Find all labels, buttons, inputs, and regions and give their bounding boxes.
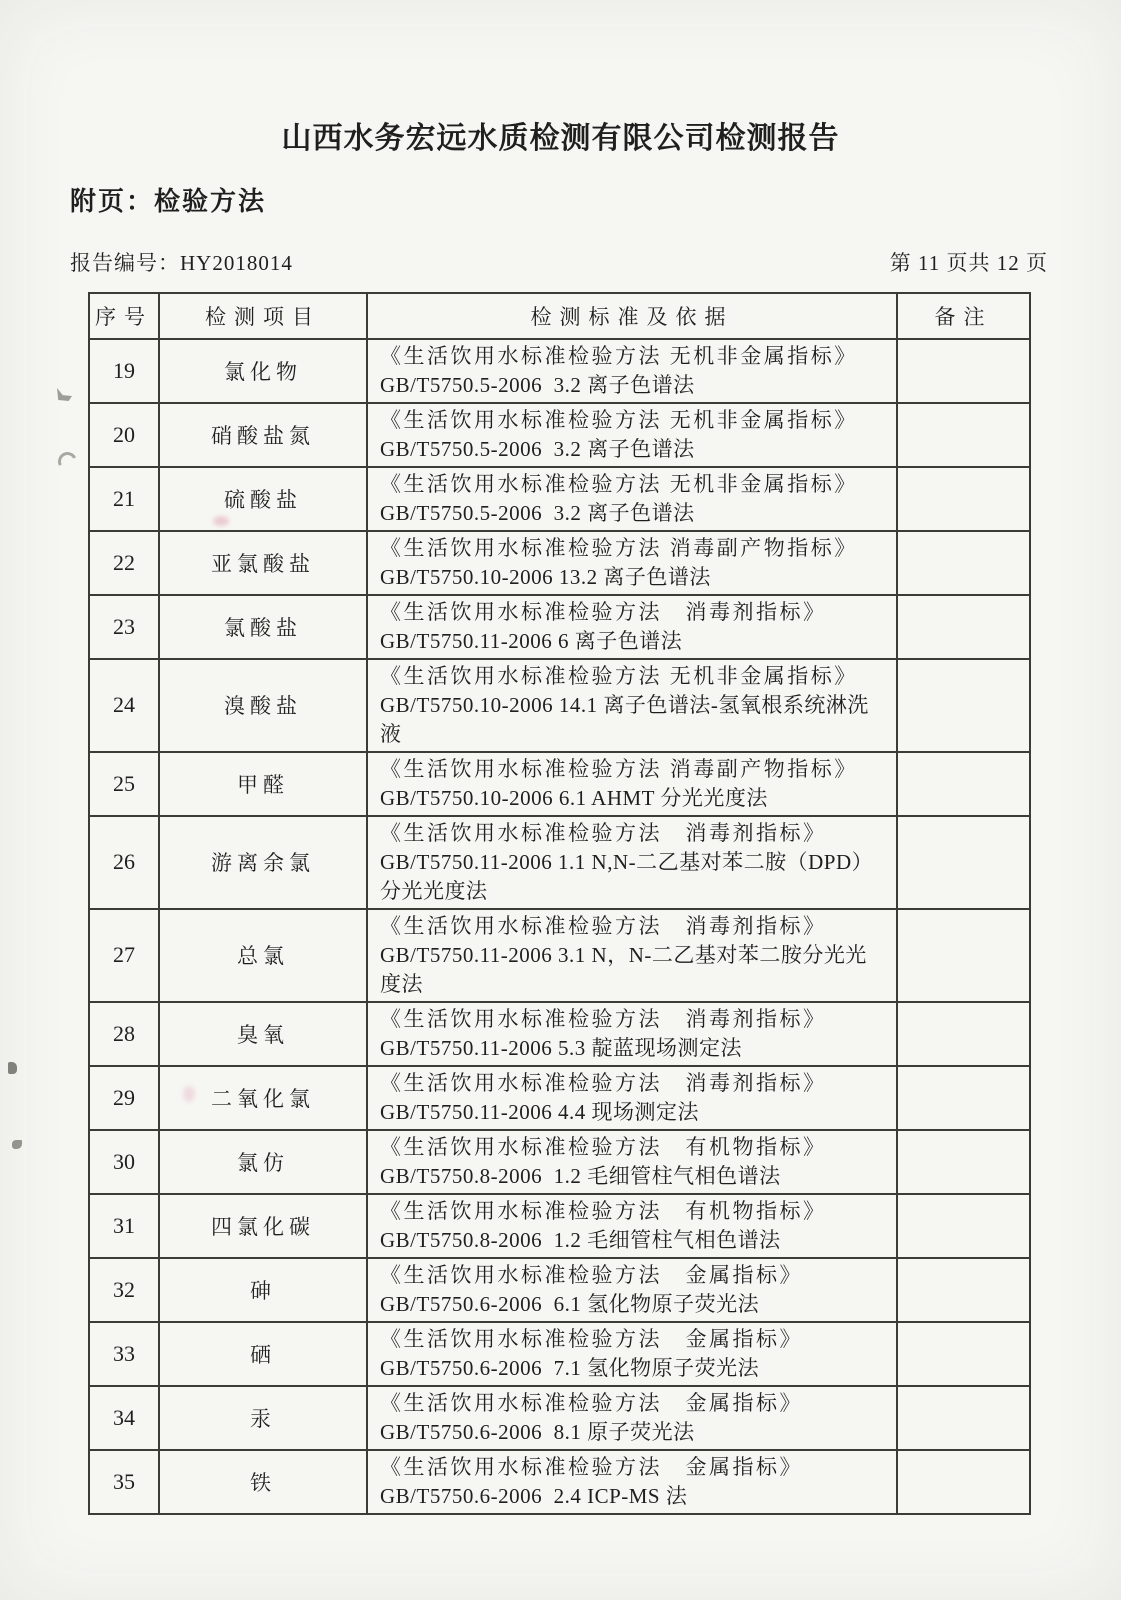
standard-method: GB/T5750.11-2006 3.1 N，N-二乙基对苯二胺分光光度法 bbox=[380, 942, 867, 996]
row-standard-cell bbox=[367, 595, 897, 659]
test-item-name: 二氧化氯 bbox=[211, 1086, 315, 1111]
row-remark-cell bbox=[897, 1130, 1030, 1194]
header-test-item: 检测项目 bbox=[159, 293, 367, 339]
test-item-name: 铁 bbox=[250, 1470, 276, 1495]
standard-title: 《生活饮用水标准检验方法 消毒剂指标》 bbox=[380, 820, 827, 845]
row-standard-cell bbox=[367, 1258, 897, 1322]
row-number: 23 bbox=[113, 613, 135, 639]
standard-title: 《生活饮用水标准检验方法 金属指标》 bbox=[380, 1326, 803, 1351]
row-remark-cell bbox=[897, 1066, 1030, 1130]
standard-title: 《生活饮用水标准检验方法 消毒剂指标》 bbox=[380, 913, 827, 938]
table-row bbox=[89, 1322, 1030, 1386]
test-item-name: 砷 bbox=[250, 1278, 276, 1303]
table-row bbox=[89, 816, 1030, 909]
row-remark-cell bbox=[897, 339, 1030, 403]
row-item-cell bbox=[159, 1194, 367, 1258]
table-row bbox=[89, 1450, 1030, 1514]
row-number: 30 bbox=[113, 1148, 135, 1174]
standard-title: 《生活饮用水标准检验方法 无机非金属指标》 bbox=[380, 471, 858, 496]
header-remark: 备注 bbox=[897, 293, 1030, 339]
appendix-label: 附页：检验方法 bbox=[70, 187, 267, 216]
row-item-cell bbox=[159, 1450, 367, 1514]
row-number-cell bbox=[89, 752, 159, 816]
standard-method: GB/T5750.5-2006 3.2 离子色谱法 bbox=[380, 436, 695, 461]
row-number: 34 bbox=[113, 1404, 135, 1430]
standard-title: 《生活饮用水标准检验方法 消毒剂指标》 bbox=[380, 599, 827, 624]
row-remark-cell bbox=[897, 752, 1030, 816]
standard-title: 《生活饮用水标准检验方法 消毒剂指标》 bbox=[380, 1006, 827, 1031]
test-item-name: 氯酸盐 bbox=[224, 615, 302, 640]
table-row bbox=[89, 1194, 1030, 1258]
row-item-cell bbox=[159, 1066, 367, 1130]
table-body bbox=[89, 339, 1030, 1514]
row-item-cell bbox=[159, 909, 367, 1002]
scan-artifact bbox=[57, 388, 72, 401]
row-standard-cell bbox=[367, 403, 897, 467]
row-item-cell bbox=[159, 1386, 367, 1450]
row-number-cell bbox=[89, 1322, 159, 1386]
standard-title: 《生活饮用水标准检验方法 无机非金属指标》 bbox=[380, 343, 858, 368]
row-remark-cell bbox=[897, 467, 1030, 531]
test-item-name: 硒 bbox=[250, 1342, 276, 1367]
header-serial-number: 序号 bbox=[89, 293, 159, 339]
row-number: 32 bbox=[113, 1276, 135, 1302]
row-number-cell bbox=[89, 531, 159, 595]
standard-method: GB/T5750.8-2006 1.2 毛细管柱气相色谱法 bbox=[380, 1227, 781, 1252]
row-standard-cell bbox=[367, 1194, 897, 1258]
table-row bbox=[89, 1386, 1030, 1450]
test-item-name: 硫酸盐 bbox=[224, 487, 302, 512]
standard-title: 《生活饮用水标准检验方法 消毒剂指标》 bbox=[380, 1070, 827, 1095]
test-item-name: 总氯 bbox=[237, 944, 289, 969]
row-standard-cell bbox=[367, 339, 897, 403]
row-number: 20 bbox=[113, 421, 135, 447]
row-number: 21 bbox=[113, 485, 135, 511]
table-row bbox=[89, 1002, 1030, 1066]
test-item-name: 臭氧 bbox=[237, 1022, 289, 1047]
row-number: 27 bbox=[113, 942, 135, 968]
row-number: 19 bbox=[113, 357, 135, 383]
standard-method: GB/T5750.10-2006 6.1 AHMT 分光光度法 bbox=[380, 785, 768, 810]
table-row bbox=[89, 1258, 1030, 1322]
row-remark-cell bbox=[897, 1002, 1030, 1066]
standard-method: GB/T5750.11-2006 4.4 现场测定法 bbox=[380, 1099, 700, 1124]
standard-title: 《生活饮用水标准检验方法 消毒副产物指标》 bbox=[380, 535, 858, 560]
row-number-cell bbox=[89, 659, 159, 752]
scan-artifact bbox=[8, 1062, 17, 1074]
standard-method: GB/T5750.8-2006 1.2 毛细管柱气相色谱法 bbox=[380, 1163, 781, 1188]
row-standard-cell bbox=[367, 1002, 897, 1066]
standard-method: GB/T5750.6-2006 6.1 氢化物原子荧光法 bbox=[380, 1291, 760, 1316]
table-row bbox=[89, 752, 1030, 816]
row-item-cell bbox=[159, 531, 367, 595]
test-item-name: 汞 bbox=[250, 1406, 276, 1431]
row-item-cell bbox=[159, 339, 367, 403]
row-remark-cell bbox=[897, 1322, 1030, 1386]
row-number-cell bbox=[89, 1130, 159, 1194]
standard-title: 《生活饮用水标准检验方法 金属指标》 bbox=[380, 1454, 803, 1479]
row-remark-cell bbox=[897, 595, 1030, 659]
row-number: 35 bbox=[113, 1468, 135, 1494]
standard-method: GB/T5750.6-2006 7.1 氢化物原子荧光法 bbox=[380, 1355, 760, 1380]
page-indicator: 第 11 页共 12 页 bbox=[889, 250, 1048, 275]
standard-method: GB/T5750.5-2006 3.2 离子色谱法 bbox=[380, 500, 695, 525]
row-remark-cell bbox=[897, 1258, 1030, 1322]
standard-method: GB/T5750.6-2006 8.1 原子荧光法 bbox=[380, 1419, 695, 1444]
standard-title: 《生活饮用水标准检验方法 金属指标》 bbox=[380, 1390, 803, 1415]
standard-method: GB/T5750.11-2006 5.3 靛蓝现场测定法 bbox=[380, 1035, 743, 1060]
scan-artifact bbox=[56, 450, 80, 474]
test-item-name: 溴酸盐 bbox=[224, 694, 302, 719]
test-item-name: 氯化物 bbox=[224, 359, 302, 384]
row-item-cell bbox=[159, 659, 367, 752]
report-meta-row bbox=[0, 247, 1121, 277]
row-standard-cell bbox=[367, 816, 897, 909]
report-number: 报告编号：HY2018014 bbox=[70, 250, 293, 275]
row-item-cell bbox=[159, 752, 367, 816]
table-row bbox=[89, 909, 1030, 1002]
row-item-cell bbox=[159, 467, 367, 531]
standard-method: GB/T5750.6-2006 2.4 ICP-MS 法 bbox=[380, 1483, 688, 1508]
row-number: 25 bbox=[113, 770, 135, 796]
row-number-cell bbox=[89, 1386, 159, 1450]
row-item-cell bbox=[159, 816, 367, 909]
row-number-cell bbox=[89, 467, 159, 531]
row-standard-cell bbox=[367, 752, 897, 816]
row-standard-cell bbox=[367, 1130, 897, 1194]
test-method-table bbox=[88, 292, 1031, 1515]
row-remark-cell bbox=[897, 403, 1030, 467]
table-row bbox=[89, 1066, 1030, 1130]
row-number-cell bbox=[89, 339, 159, 403]
test-item-name: 氯仿 bbox=[237, 1150, 289, 1175]
table-row bbox=[89, 339, 1030, 403]
row-standard-cell bbox=[367, 909, 897, 1002]
row-standard-cell bbox=[367, 1066, 897, 1130]
table-row bbox=[89, 1130, 1030, 1194]
row-standard-cell bbox=[367, 531, 897, 595]
row-remark-cell bbox=[897, 1450, 1030, 1514]
row-number-cell bbox=[89, 1002, 159, 1066]
row-number-cell bbox=[89, 1450, 159, 1514]
table-row bbox=[89, 531, 1030, 595]
standard-title: 《生活饮用水标准检验方法 金属指标》 bbox=[380, 1262, 803, 1287]
row-number: 24 bbox=[113, 692, 135, 718]
table-header bbox=[89, 293, 1030, 339]
row-number: 28 bbox=[113, 1020, 135, 1046]
row-standard-cell bbox=[367, 1322, 897, 1386]
row-standard-cell bbox=[367, 659, 897, 752]
table-row bbox=[89, 595, 1030, 659]
row-number-cell bbox=[89, 1066, 159, 1130]
standard-method: GB/T5750.5-2006 3.2 离子色谱法 bbox=[380, 372, 695, 397]
test-item-name: 游离余氯 bbox=[211, 851, 315, 876]
row-remark-cell bbox=[897, 1386, 1030, 1450]
row-standard-cell bbox=[367, 1450, 897, 1514]
row-remark-cell bbox=[897, 531, 1030, 595]
row-remark-cell bbox=[897, 909, 1030, 1002]
test-item-name: 亚氯酸盐 bbox=[211, 551, 315, 576]
row-item-cell bbox=[159, 1002, 367, 1066]
row-remark-cell bbox=[897, 659, 1030, 752]
standard-title: 《生活饮用水标准检验方法 无机非金属指标》 bbox=[380, 663, 858, 688]
table-row bbox=[89, 403, 1030, 467]
report-title: 山西水务宏远水质检测有限公司检测报告 bbox=[281, 122, 840, 155]
standard-title: 《生活饮用水标准检验方法 有机物指标》 bbox=[380, 1134, 827, 1159]
row-number-cell bbox=[89, 1258, 159, 1322]
row-number: 31 bbox=[113, 1212, 135, 1238]
standard-title: 《生活饮用水标准检验方法 无机非金属指标》 bbox=[380, 407, 858, 432]
row-number-cell bbox=[89, 909, 159, 1002]
row-number-cell bbox=[89, 595, 159, 659]
row-remark-cell bbox=[897, 1194, 1030, 1258]
standard-method: GB/T5750.11-2006 1.1 N,N-二乙基对苯二胺（DPD）分光光度法 bbox=[380, 849, 874, 903]
row-number: 29 bbox=[113, 1084, 135, 1110]
standard-title: 《生活饮用水标准检验方法 有机物指标》 bbox=[380, 1198, 827, 1223]
test-item-name: 甲醛 bbox=[237, 772, 289, 797]
row-item-cell bbox=[159, 403, 367, 467]
row-number: 22 bbox=[113, 549, 135, 575]
scan-artifact bbox=[12, 1140, 22, 1149]
header-test-standard: 检测标准及依据 bbox=[367, 293, 897, 339]
row-standard-cell bbox=[367, 467, 897, 531]
row-item-cell bbox=[159, 595, 367, 659]
standard-method: GB/T5750.10-2006 14.1 离子色谱法-氢氧根系统淋洗液 bbox=[380, 692, 869, 746]
test-item-name: 硝酸盐氮 bbox=[211, 423, 315, 448]
row-remark-cell bbox=[897, 816, 1030, 909]
row-standard-cell bbox=[367, 1386, 897, 1450]
header-row bbox=[89, 293, 1030, 339]
table-row bbox=[89, 659, 1030, 752]
standard-method: GB/T5750.11-2006 6 离子色谱法 bbox=[380, 628, 683, 653]
row-item-cell bbox=[159, 1322, 367, 1386]
row-number: 26 bbox=[113, 849, 135, 875]
standard-method: GB/T5750.10-2006 13.2 离子色谱法 bbox=[380, 564, 711, 589]
standard-title: 《生活饮用水标准检验方法 消毒副产物指标》 bbox=[380, 756, 858, 781]
row-item-cell bbox=[159, 1130, 367, 1194]
row-number-cell bbox=[89, 1194, 159, 1258]
test-item-name: 四氯化碳 bbox=[211, 1214, 315, 1239]
row-number-cell bbox=[89, 816, 159, 909]
row-number: 33 bbox=[113, 1340, 135, 1366]
row-item-cell bbox=[159, 1258, 367, 1322]
row-number-cell bbox=[89, 403, 159, 467]
table-row bbox=[89, 467, 1030, 531]
